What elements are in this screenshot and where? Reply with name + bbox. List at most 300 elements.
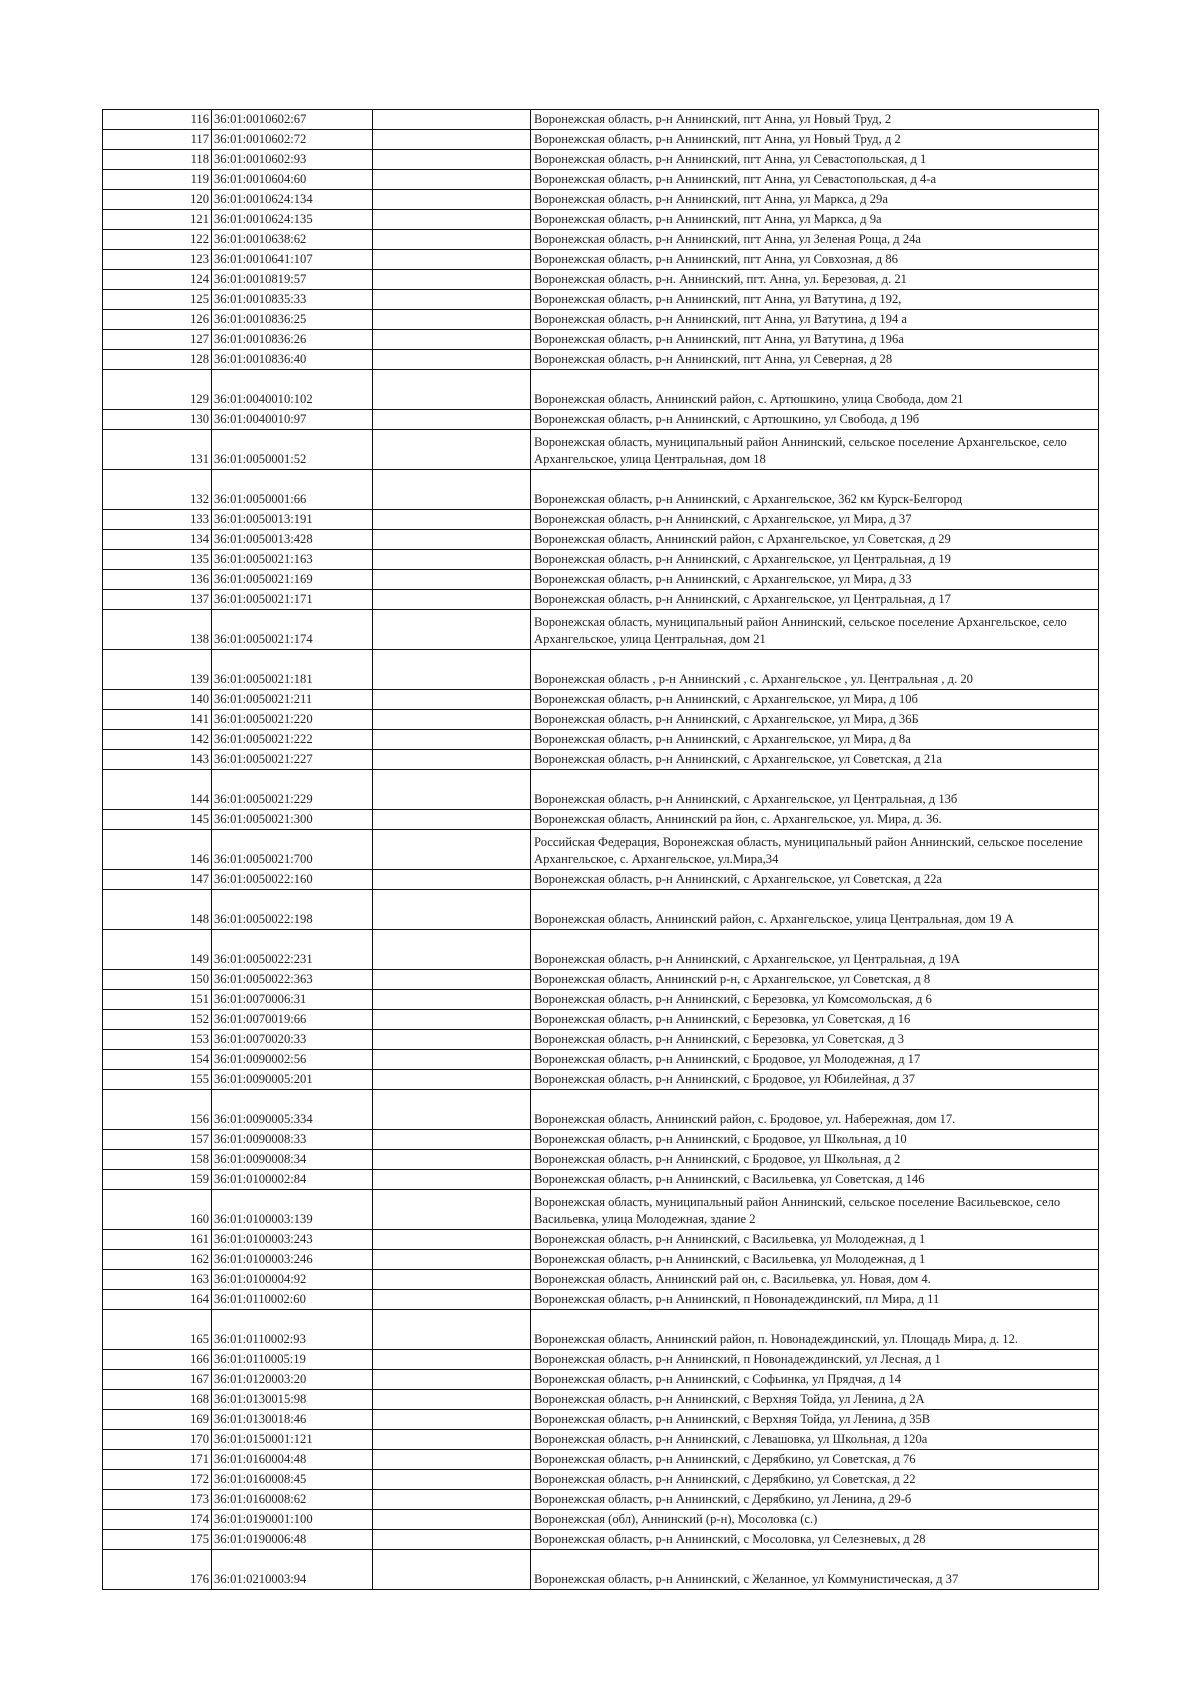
address-cell: Воронежская область, р-н Аннинский, п Новонадеждинский, ул Лесная, д 1 (531, 1350, 1099, 1370)
address-cell: Воронежская область, Аннинский р-н, с Архангельское, ул Советская, д 8 (531, 970, 1099, 990)
table-row (103, 1470, 1099, 1490)
empty-cell (373, 1390, 531, 1410)
empty-cell (373, 290, 531, 310)
empty-cell (373, 1450, 531, 1470)
cadastral-number-cell: 36:01:0010836:40 (212, 350, 373, 370)
empty-cell (373, 470, 531, 510)
table-row (103, 730, 1099, 750)
row-number-cell: 154 (103, 1050, 212, 1070)
empty-cell (373, 350, 531, 370)
table-row (103, 810, 1099, 830)
empty-cell (373, 1230, 531, 1250)
address-cell: Воронежская область, р-н Аннинский, с Васильевка, ул Молодежная, д 1 (531, 1250, 1099, 1270)
cadastral-number-cell: 36:01:0130015:98 (212, 1390, 373, 1410)
address-cell: Воронежская область, р-н Аннинский, с Верхняя Тойда, ул Ленина, д 2А (531, 1390, 1099, 1410)
row-number-cell: 165 (103, 1310, 212, 1350)
address-cell: Воронежская область, р-н Аннинский, с Софьинка, ул Прядчая, д 14 (531, 1370, 1099, 1390)
row-number-cell: 135 (103, 550, 212, 570)
cadastral-number-cell: 36:01:0010836:25 (212, 310, 373, 330)
address-cell: Воронежская область, р-н Аннинский, с Васильевка, ул Молодежная, д 1 (531, 1230, 1099, 1250)
table-row (103, 870, 1099, 890)
address-cell: Воронежская (обл), Аннинский (р-н), Мосоловка (с.) (531, 1510, 1099, 1530)
cadastral-number-cell: 36:01:0050021:700 (212, 830, 373, 870)
address-cell: Воронежская область, Аннинский рай он, с. Васильевка, ул. Новая, дом 4. (531, 1270, 1099, 1290)
row-number-cell: 130 (103, 410, 212, 430)
cadastral-number-cell: 36:01:0010835:33 (212, 290, 373, 310)
table-row (103, 550, 1099, 570)
table-row (103, 1510, 1099, 1530)
cadastral-number-cell: 36:01:0050001:66 (212, 470, 373, 510)
row-number-cell: 161 (103, 1230, 212, 1250)
table-row (103, 330, 1099, 350)
row-number-cell: 168 (103, 1390, 212, 1410)
cadastral-number-cell: 36:01:0040010:97 (212, 410, 373, 430)
row-number-cell: 150 (103, 970, 212, 990)
empty-cell (373, 750, 531, 770)
empty-cell (373, 650, 531, 690)
empty-cell (373, 1270, 531, 1290)
address-cell: Воронежская область, р-н Аннинский, с Васильевка, ул Советская, д 146 (531, 1170, 1099, 1190)
row-number-cell: 123 (103, 250, 212, 270)
address-cell: Воронежская область, р-н Аннинский, с Левашовка, ул Школьная, д 120а (531, 1430, 1099, 1450)
address-cell: Воронежская область, р-н Аннинский, с Архангельское, ул Мира, д 36Б (531, 710, 1099, 730)
cadastral-number-cell: 36:01:0160004:48 (212, 1450, 373, 1470)
empty-cell (373, 370, 531, 410)
address-cell: Воронежская область, Аннинский район, п. Новонадеждинский, ул. Площадь Мира, д. 12. (531, 1310, 1099, 1350)
table-row (103, 1490, 1099, 1510)
address-cell: Воронежская область, р-н Аннинский, пгт Анна, ул Совхозная, д 86 (531, 250, 1099, 270)
row-number-cell: 143 (103, 750, 212, 770)
empty-cell (373, 810, 531, 830)
table-row (103, 170, 1099, 190)
address-cell: Воронежская область, р-н Аннинский, пгт Анна, ул Ватутина, д 192, (531, 290, 1099, 310)
address-cell: Воронежская область, р-н Аннинский, пгт Анна, ул Ватутина, д 194 а (531, 310, 1099, 330)
empty-cell (373, 990, 531, 1010)
address-cell: Воронежская область, р-н Аннинский, с Архангельское, ул Мира, д 33 (531, 570, 1099, 590)
table-row (103, 210, 1099, 230)
table-row (103, 1270, 1099, 1290)
row-number-cell: 153 (103, 1030, 212, 1050)
empty-cell (373, 1090, 531, 1130)
address-cell: Воронежская область, р-н Аннинский, с Архангельское, ул Центральная, д 19А (531, 930, 1099, 970)
empty-cell (373, 1510, 531, 1530)
cadastral-number-cell: 36:01:0100003:243 (212, 1230, 373, 1250)
row-number-cell: 126 (103, 310, 212, 330)
empty-cell (373, 870, 531, 890)
empty-cell (373, 150, 531, 170)
address-cell: Воронежская область, муниципальный район Аннинский, сельское поселение Васильевское, село Васильевка, улица Молодежная, здание 2 (531, 1190, 1099, 1230)
empty-cell (373, 410, 531, 430)
table-row (103, 710, 1099, 730)
table-row (103, 250, 1099, 270)
cadastral-number-cell: 36:01:0050013:428 (212, 530, 373, 550)
row-number-cell: 171 (103, 1450, 212, 1470)
table-row (103, 1250, 1099, 1270)
empty-cell (373, 250, 531, 270)
table-row (103, 570, 1099, 590)
empty-cell (373, 230, 531, 250)
address-cell: Воронежская область, р-н. Аннинский, пгт. Анна, ул. Березовая, д. 21 (531, 270, 1099, 290)
address-cell: Воронежская область, р-н Аннинский, с Березовка, ул Советская, д 3 (531, 1030, 1099, 1050)
empty-cell (373, 1490, 531, 1510)
empty-cell (373, 690, 531, 710)
table-row (103, 590, 1099, 610)
empty-cell (373, 210, 531, 230)
cadastral-number-cell: 36:01:0050021:300 (212, 810, 373, 830)
row-number-cell: 149 (103, 930, 212, 970)
cadastral-number-cell: 36:01:0090005:334 (212, 1090, 373, 1130)
empty-cell (373, 1370, 531, 1390)
address-cell: Воронежская область, р-н Аннинский, с Архангельское, ул Мира, д 8а (531, 730, 1099, 750)
table-row (103, 690, 1099, 710)
table-row (103, 750, 1099, 770)
table-row (103, 1230, 1099, 1250)
cadastral-number-cell: 36:01:0010624:134 (212, 190, 373, 210)
address-cell: Воронежская область, р-н Аннинский, с Архангельское, ул Центральная, д 13б (531, 770, 1099, 810)
empty-cell (373, 270, 531, 290)
row-number-cell: 169 (103, 1410, 212, 1430)
table-row (103, 370, 1099, 410)
row-number-cell: 164 (103, 1290, 212, 1310)
empty-cell (373, 330, 531, 350)
cadastral-number-cell: 36:01:0070020:33 (212, 1030, 373, 1050)
empty-cell (373, 930, 531, 970)
table-row (103, 1190, 1099, 1230)
address-cell: Воронежская область, р-н Аннинский, с Дерябкино, ул Советская, д 22 (531, 1470, 1099, 1490)
table-row (103, 190, 1099, 210)
address-cell: Воронежская область, р-н Аннинский, пгт Анна, ул Новый Труд, 2 (531, 110, 1099, 130)
cadastral-number-cell: 36:01:0160008:45 (212, 1470, 373, 1490)
empty-cell (373, 510, 531, 530)
row-number-cell: 134 (103, 530, 212, 550)
row-number-cell: 124 (103, 270, 212, 290)
address-cell: Воронежская область, р-н Аннинский, с Верхняя Тойда, ул Ленина, д 35В (531, 1410, 1099, 1430)
row-number-cell: 166 (103, 1350, 212, 1370)
row-number-cell: 138 (103, 610, 212, 650)
table-row (103, 1310, 1099, 1350)
empty-cell (373, 730, 531, 750)
address-cell: Воронежская область, Аннинский район, с. Бродовое, ул. Набережная, дом 17. (531, 1090, 1099, 1130)
cadastral-number-cell: 36:01:0090008:34 (212, 1150, 373, 1170)
address-cell: Воронежская область, р-н Аннинский, с Бродовое, ул Школьная, д 10 (531, 1130, 1099, 1150)
cadastral-number-cell: 36:01:0160008:62 (212, 1490, 373, 1510)
cadastral-number-cell: 36:01:0050021:181 (212, 650, 373, 690)
table-row (103, 1530, 1099, 1550)
row-number-cell: 139 (103, 650, 212, 690)
row-number-cell: 163 (103, 1270, 212, 1290)
row-number-cell: 175 (103, 1530, 212, 1550)
row-number-cell: 167 (103, 1370, 212, 1390)
cadastral-number-cell: 36:01:0120003:20 (212, 1370, 373, 1390)
row-number-cell: 157 (103, 1130, 212, 1150)
table-row (103, 1050, 1099, 1070)
cadastral-number-cell: 36:01:0050021:163 (212, 550, 373, 570)
table-row (103, 290, 1099, 310)
cadastral-number-cell: 36:01:0050021:211 (212, 690, 373, 710)
cadastral-number-cell: 36:01:0010602:67 (212, 110, 373, 130)
cadastral-number-cell: 36:01:0110002:93 (212, 1310, 373, 1350)
address-cell: Воронежская область, р-н Аннинский, пгт Анна, ул Севастопольская, д 4-а (531, 170, 1099, 190)
table-row (103, 150, 1099, 170)
row-number-cell: 116 (103, 110, 212, 130)
row-number-cell: 151 (103, 990, 212, 1010)
address-cell: Воронежская область, р-н Аннинский, пгт Анна, ул Северная, д 28 (531, 350, 1099, 370)
row-number-cell: 162 (103, 1250, 212, 1270)
table-body (103, 110, 1099, 1590)
empty-cell (373, 1550, 531, 1590)
row-number-cell: 160 (103, 1190, 212, 1230)
address-cell: Российская Федерация, Воронежская область, муниципальный район Аннинский, сельское поселение Архангельское, с. Архангельское, ул.Мира,34 (531, 830, 1099, 870)
empty-cell (373, 310, 531, 330)
address-cell: Воронежская область, р-н Аннинский, с Березовка, ул Комсомольская, д 6 (531, 990, 1099, 1010)
address-cell: Воронежская область, р-н Аннинский, пгт Анна, ул Маркса, д 9а (531, 210, 1099, 230)
table-row (103, 1430, 1099, 1450)
address-cell: Воронежская область, р-н Аннинский, с Архангельское, ул Советская, д 21а (531, 750, 1099, 770)
table-row (103, 1150, 1099, 1170)
cadastral-number-cell: 36:01:0050021:227 (212, 750, 373, 770)
cadastral-number-cell: 36:01:0100003:139 (212, 1190, 373, 1230)
row-number-cell: 140 (103, 690, 212, 710)
row-number-cell: 148 (103, 890, 212, 930)
table-row (103, 270, 1099, 290)
address-cell: Воронежская область, р-н Аннинский, с Бродовое, ул Юбилейная, д 37 (531, 1070, 1099, 1090)
address-cell: Воронежская область, р-н Аннинский, с Дерябкино, ул Ленина, д 29-б (531, 1490, 1099, 1510)
table-row (103, 970, 1099, 990)
cadastral-number-cell: 36:01:0100004:92 (212, 1270, 373, 1290)
table-row (103, 990, 1099, 1010)
row-number-cell: 145 (103, 810, 212, 830)
table-row (103, 310, 1099, 330)
empty-cell (373, 530, 531, 550)
address-cell: Воронежская область, р-н Аннинский, с Архангельское, ул Советская, д 22а (531, 870, 1099, 890)
empty-cell (373, 1310, 531, 1350)
address-cell: Воронежская область, муниципальный район Аннинский, сельское поселение Архангельское, село Архангельское, улица Центральная, дом 21 (531, 610, 1099, 650)
empty-cell (373, 610, 531, 650)
empty-cell (373, 110, 531, 130)
cadastral-number-cell: 36:01:0050022:198 (212, 890, 373, 930)
row-number-cell: 173 (103, 1490, 212, 1510)
cadastral-number-cell: 36:01:0010624:135 (212, 210, 373, 230)
row-number-cell: 144 (103, 770, 212, 810)
address-cell: Воронежская область, р-н Аннинский, п Новонадеждинский, пл Мира, д 11 (531, 1290, 1099, 1310)
address-cell: Воронежская область, р-н Аннинский, с Дерябкино, ул Советская, д 76 (531, 1450, 1099, 1470)
address-cell: Воронежская область, р-н Аннинский, с Архангельское, ул Мира, д 10б (531, 690, 1099, 710)
table-row (103, 650, 1099, 690)
row-number-cell: 176 (103, 1550, 212, 1590)
row-number-cell: 117 (103, 130, 212, 150)
empty-cell (373, 170, 531, 190)
empty-cell (373, 830, 531, 870)
cadastral-number-cell: 36:01:0010836:26 (212, 330, 373, 350)
table-row (103, 1070, 1099, 1090)
empty-cell (373, 590, 531, 610)
table-row (103, 890, 1099, 930)
address-cell: Воронежская область, муниципальный район Аннинский, сельское поселение Архангельское, село Архангельское, улица Центральная, дом 18 (531, 430, 1099, 470)
row-number-cell: 159 (103, 1170, 212, 1190)
row-number-cell: 152 (103, 1010, 212, 1030)
empty-cell (373, 1050, 531, 1070)
empty-cell (373, 1170, 531, 1190)
table-row (103, 530, 1099, 550)
row-number-cell: 174 (103, 1510, 212, 1530)
table-row (103, 1450, 1099, 1470)
cadastral-number-cell: 36:01:0050001:52 (212, 430, 373, 470)
cadastral-number-cell: 36:01:0090008:33 (212, 1130, 373, 1150)
address-cell: Воронежская область, р-н Аннинский, с Архангельское, ул Центральная, д 19 (531, 550, 1099, 570)
empty-cell (373, 1010, 531, 1030)
address-cell: Воронежская область , р-н Аннинский , с. Архангельское , ул. Центральная , д. 20 (531, 650, 1099, 690)
table-row (103, 470, 1099, 510)
empty-cell (373, 1410, 531, 1430)
address-cell: Воронежская область, р-н Аннинский, с Березовка, ул Советская, д 16 (531, 1010, 1099, 1030)
empty-cell (373, 1350, 531, 1370)
empty-cell (373, 1430, 531, 1450)
cadastral-number-cell: 36:01:0110002:60 (212, 1290, 373, 1310)
row-number-cell: 119 (103, 170, 212, 190)
table-row (103, 350, 1099, 370)
row-number-cell: 172 (103, 1470, 212, 1490)
address-cell: Воронежская область, р-н Аннинский, пгт Анна, ул Новый Труд, д 2 (531, 130, 1099, 150)
row-number-cell: 132 (103, 470, 212, 510)
cadastral-number-cell: 36:01:0050021:222 (212, 730, 373, 750)
cadastral-number-cell: 36:01:0090005:201 (212, 1070, 373, 1090)
row-number-cell: 142 (103, 730, 212, 750)
row-number-cell: 133 (103, 510, 212, 530)
empty-cell (373, 710, 531, 730)
address-cell: Воронежская область, р-н Аннинский, пгт Анна, ул Зеленая Роща, д 24а (531, 230, 1099, 250)
empty-cell (373, 1070, 531, 1090)
row-number-cell: 120 (103, 190, 212, 210)
empty-cell (373, 1290, 531, 1310)
empty-cell (373, 1470, 531, 1490)
cadastral-number-cell: 36:01:0050021:169 (212, 570, 373, 590)
address-cell: Воронежская область, р-н Аннинский, с Архангельское, 362 км Курск-Белгород (531, 470, 1099, 510)
table-row (103, 1170, 1099, 1190)
cadastral-number-cell: 36:01:0050021:171 (212, 590, 373, 610)
row-number-cell: 146 (103, 830, 212, 870)
address-cell: Воронежская область, р-н Аннинский, с Артюшкино, ул Свобода, д 19б (531, 410, 1099, 430)
table-row (103, 1290, 1099, 1310)
row-number-cell: 147 (103, 870, 212, 890)
row-number-cell: 118 (103, 150, 212, 170)
address-cell: Воронежская область, р-н Аннинский, с Желанное, ул Коммунистическая, д 37 (531, 1550, 1099, 1590)
cadastral-number-cell: 36:01:0010638:62 (212, 230, 373, 250)
cadastral-number-cell: 36:01:0040010:102 (212, 370, 373, 410)
cadastral-number-cell: 36:01:0010641:107 (212, 250, 373, 270)
address-cell: Воронежская область, р-н Аннинский, с Бродовое, ул Молодежная, д 17 (531, 1050, 1099, 1070)
cadastral-number-cell: 36:01:0050022:160 (212, 870, 373, 890)
cadastral-number-cell: 36:01:0190006:48 (212, 1530, 373, 1550)
empty-cell (373, 770, 531, 810)
cadastral-number-cell: 36:01:0010602:72 (212, 130, 373, 150)
empty-cell (373, 130, 531, 150)
table-row (103, 230, 1099, 250)
cadastral-number-cell: 36:01:0090002:56 (212, 1050, 373, 1070)
row-number-cell: 125 (103, 290, 212, 310)
empty-cell (373, 1130, 531, 1150)
row-number-cell: 127 (103, 330, 212, 350)
address-cell: Воронежская область, р-н Аннинский, с Архангельское, ул Мира, д 37 (531, 510, 1099, 530)
cadastral-number-cell: 36:01:0100002:84 (212, 1170, 373, 1190)
address-cell: Воронежская область, р-н Аннинский, с Мосоловка, ул Селезневых, д 28 (531, 1530, 1099, 1550)
empty-cell (373, 550, 531, 570)
row-number-cell: 129 (103, 370, 212, 410)
row-number-cell: 158 (103, 1150, 212, 1170)
cadastral-number-cell: 36:01:0130018:46 (212, 1410, 373, 1430)
cadastral-number-cell: 36:01:0010602:93 (212, 150, 373, 170)
row-number-cell: 156 (103, 1090, 212, 1130)
empty-cell (373, 190, 531, 210)
empty-cell (373, 970, 531, 990)
cadastral-number-cell: 36:01:0050022:231 (212, 930, 373, 970)
cadastral-number-cell: 36:01:0070006:31 (212, 990, 373, 1010)
row-number-cell: 136 (103, 570, 212, 590)
table-row (103, 1030, 1099, 1050)
table-row (103, 410, 1099, 430)
cadastral-number-cell: 36:01:0010604:60 (212, 170, 373, 190)
empty-cell (373, 1030, 531, 1050)
row-number-cell: 121 (103, 210, 212, 230)
cadastral-number-cell: 36:01:0050021:229 (212, 770, 373, 810)
row-number-cell: 137 (103, 590, 212, 610)
empty-cell (373, 1190, 531, 1230)
row-number-cell: 128 (103, 350, 212, 370)
table-row (103, 110, 1099, 130)
table-row (103, 1550, 1099, 1590)
row-number-cell: 170 (103, 1430, 212, 1450)
address-cell: Воронежская область, Аннинский район, с. Артюшкино, улица Свобода, дом 21 (531, 370, 1099, 410)
table-row (103, 430, 1099, 470)
table-row (103, 510, 1099, 530)
empty-cell (373, 1530, 531, 1550)
table-row (103, 1090, 1099, 1130)
cadastral-number-cell: 36:01:0050021:174 (212, 610, 373, 650)
address-cell: Воронежская область, р-н Аннинский, пгт Анна, ул Ватутина, д 196а (531, 330, 1099, 350)
table-row (103, 1010, 1099, 1030)
table-row (103, 130, 1099, 150)
table-row (103, 1370, 1099, 1390)
table-row (103, 1350, 1099, 1370)
address-cell: Воронежская область, р-н Аннинский, пгт Анна, ул Севастопольская, д 1 (531, 150, 1099, 170)
address-cell: Воронежская область, Аннинский район, с Архангельское, ул Советская, д 29 (531, 530, 1099, 550)
cadastral-number-cell: 36:01:0070019:66 (212, 1010, 373, 1030)
address-cell: Воронежская область, р-н Аннинский, с Архангельское, ул Центральная, д 17 (531, 590, 1099, 610)
cadastral-number-cell: 36:01:0150001:121 (212, 1430, 373, 1450)
table-row (103, 830, 1099, 870)
address-cell: Воронежская область, Аннинский ра йон, с. Архангельское, ул. Мира, д. 36. (531, 810, 1099, 830)
address-cell: Воронежская область, р-н Аннинский, пгт Анна, ул Маркса, д 29а (531, 190, 1099, 210)
table-row (103, 930, 1099, 970)
table-row (103, 1390, 1099, 1410)
row-number-cell: 122 (103, 230, 212, 250)
cadastral-number-cell: 36:01:0050013:191 (212, 510, 373, 530)
table-row (103, 770, 1099, 810)
cadastral-number-cell: 36:01:0190001:100 (212, 1510, 373, 1530)
cadastral-number-cell: 36:01:0050021:220 (212, 710, 373, 730)
empty-cell (373, 890, 531, 930)
table-row (103, 610, 1099, 650)
row-number-cell: 155 (103, 1070, 212, 1090)
empty-cell (373, 1150, 531, 1170)
cadastral-number-cell: 36:01:0210003:94 (212, 1550, 373, 1590)
row-number-cell: 141 (103, 710, 212, 730)
cadastral-number-cell: 36:01:0050022:363 (212, 970, 373, 990)
row-number-cell: 131 (103, 430, 212, 470)
table-row (103, 1130, 1099, 1150)
cadastral-table (102, 109, 1099, 1590)
address-cell: Воронежская область, Аннинский район, с. Архангельское, улица Центральная, дом 19 А (531, 890, 1099, 930)
empty-cell (373, 430, 531, 470)
